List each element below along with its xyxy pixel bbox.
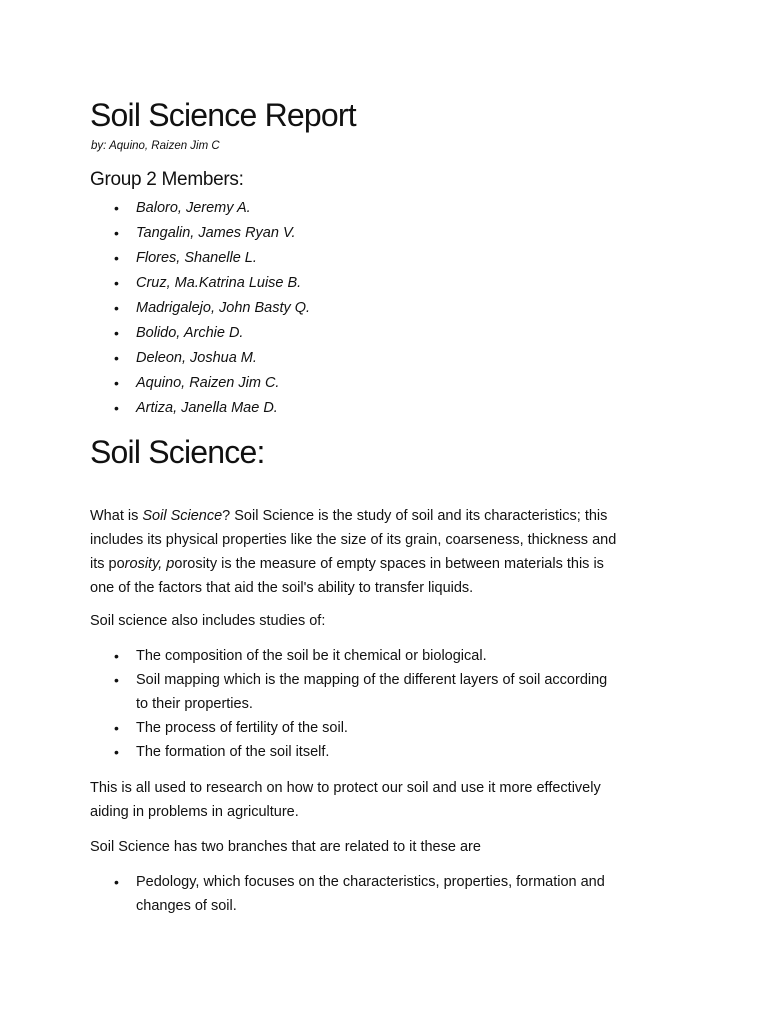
list-item — [0, 321, 768, 346]
member-name: Flores, Shanelle L. — [136, 250, 257, 266]
paragraph-line: This is all used to research on how to protect our soil and use it more effectively — [90, 780, 601, 796]
purpose-paragraph — [90, 776, 690, 824]
list-item — [0, 221, 768, 246]
branches-list — [0, 870, 768, 918]
list-item-text: Soil mapping which is the mapping of the different layers of soil according — [136, 672, 608, 688]
text-run: What is — [90, 508, 143, 524]
list-item — [0, 740, 768, 764]
list-item-text: to their properties. — [136, 696, 253, 712]
paragraph-line — [90, 552, 690, 576]
member-name: Tangalin, James Ryan V. — [136, 225, 296, 241]
member-name: Aquino, Raizen Jim C. — [136, 375, 280, 391]
member-name: Baloro, Jeremy A. — [136, 200, 251, 216]
list-item — [0, 716, 768, 740]
list-item — [0, 196, 768, 221]
section-heading: Soil Science: — [90, 434, 265, 470]
member-name: Artiza, Janella Mae D. — [136, 400, 278, 416]
list-item — [0, 371, 768, 396]
list-item — [0, 296, 768, 321]
bullet-icon: • — [114, 275, 119, 291]
list-item-text: The formation of the soil itself. — [136, 744, 330, 760]
member-name: Cruz, Ma.Katrina Luise B. — [136, 275, 302, 291]
bullet-icon: • — [114, 400, 119, 416]
bullet-icon: • — [114, 744, 119, 760]
list-item — [0, 346, 768, 371]
paragraph-line — [90, 504, 690, 528]
bullet-icon: • — [114, 300, 119, 316]
list-item — [0, 870, 768, 918]
bullet-icon: • — [114, 250, 119, 266]
list-item — [0, 668, 768, 716]
group-members-heading: Group 2 Members: — [90, 169, 244, 190]
bullet-icon: • — [114, 325, 119, 341]
author-byline: by: Aquino, Raizen Jim C — [91, 140, 220, 152]
paragraph-line: one of the factors that aid the soil's ability to transfer liquids. — [90, 580, 474, 596]
bullet-icon: • — [114, 350, 119, 366]
emphasized-term: rosity, p — [124, 556, 175, 572]
document-title: Soil Science Report — [90, 97, 356, 133]
studies-list — [0, 644, 768, 764]
list-item-text: The composition of the soil be it chemical or biological. — [136, 648, 487, 664]
text-run: ? Soil Science is the study of soil and its characteristics; this — [222, 508, 608, 524]
bullet-icon: • — [114, 720, 119, 736]
list-item-text: The process of fertility of the soil. — [136, 720, 348, 736]
list-item-text: Pedology, which focuses on the characteristics, properties, formation and — [136, 874, 605, 890]
list-item — [0, 246, 768, 271]
member-name: Bolido, Archie D. — [136, 325, 244, 341]
emphasized-term: Soil Science — [142, 508, 223, 524]
branches-intro: Soil Science has two branches that are related to it these are — [90, 839, 481, 855]
bullet-icon: • — [114, 672, 119, 688]
member-name: Madrigalejo, John Basty Q. — [136, 300, 311, 316]
bullet-icon: • — [114, 200, 119, 216]
paragraph-line: includes its physical properties like the size of its grain, coarseness, thickness and — [90, 532, 617, 548]
bullet-icon: • — [114, 648, 119, 664]
list-item — [0, 396, 768, 421]
paragraph-line: aiding in problems in agriculture. — [90, 804, 299, 820]
studies-intro: Soil science also includes studies of: — [90, 613, 326, 629]
list-item — [0, 271, 768, 296]
bullet-icon: • — [114, 225, 119, 241]
intro-paragraph — [90, 504, 690, 600]
text-run: its po — [90, 556, 125, 572]
member-name: Deleon, Joshua M. — [136, 350, 257, 366]
bullet-icon: • — [114, 375, 119, 391]
text-run: orosity is the measure of empty spaces in between materials this is — [174, 556, 604, 572]
list-item — [0, 644, 768, 668]
bullet-icon: • — [114, 874, 119, 890]
members-list — [0, 196, 768, 421]
list-item-text: changes of soil. — [136, 898, 237, 914]
